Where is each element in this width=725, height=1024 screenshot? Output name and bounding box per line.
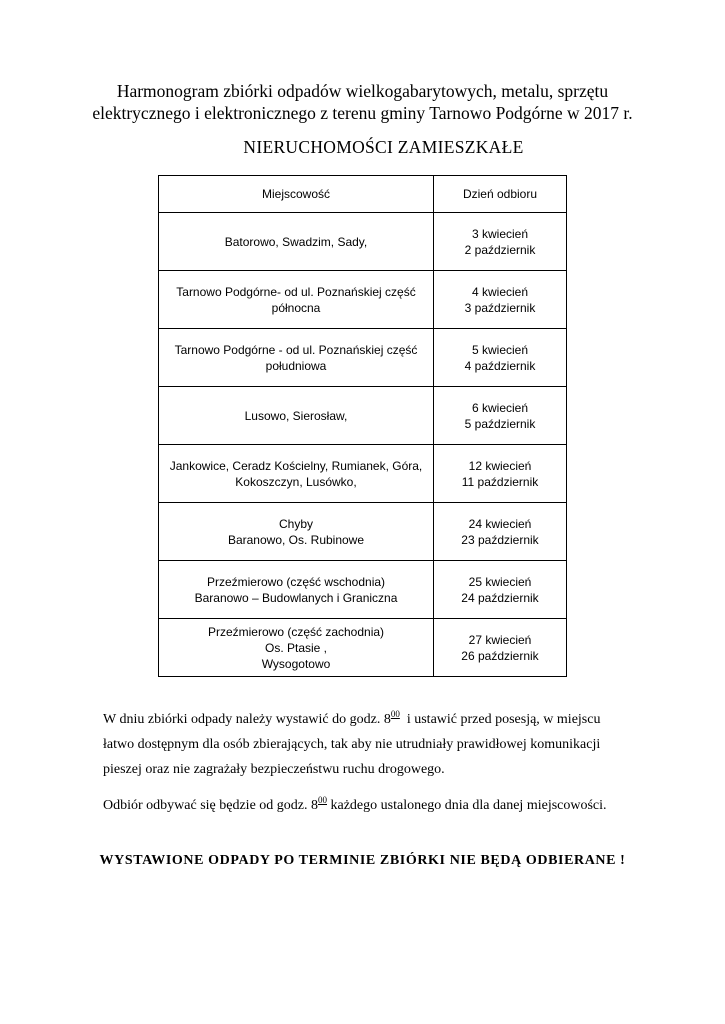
instructions-text-a: W dniu zbiórki odpady należy wystawić do godz. 8: [103, 712, 391, 727]
table-row: [159, 213, 567, 271]
pickup-date: 25 kwiecień: [468, 574, 532, 589]
location-line: Lusowo, Sierosław,: [244, 408, 348, 423]
pickup-time-superscript: 00: [318, 795, 327, 805]
location-line: Chyby: [278, 516, 313, 531]
table-row: [159, 619, 567, 677]
pickup-date-cell: [434, 271, 567, 329]
section-subtitle: NIERUCHOMOŚCI ZAMIESZKAŁE: [243, 137, 524, 157]
location-line: Wysogotowo: [261, 656, 331, 671]
table-row: [159, 271, 567, 329]
pickup-date: 24 kwiecień: [468, 516, 532, 531]
location-cell: [159, 387, 434, 445]
pickup-date-cell: [434, 329, 567, 387]
location-cell: [159, 503, 434, 561]
table-row: [159, 445, 567, 503]
instructions-text-b: i ustawić przed posesją, w miejscu: [399, 712, 601, 727]
schedule-table: [158, 175, 567, 677]
pickup-text-a: Odbiór odbywać się będzie od godz. 8: [103, 798, 318, 813]
location-line: Przeźmierowo (część zachodnia): [207, 624, 385, 639]
pickup-date: 3 październik: [464, 300, 536, 315]
pickup-date: 4 kwiecień: [471, 284, 529, 299]
pickup-date: 12 kwiecień: [468, 458, 532, 473]
location-line: południowa: [265, 358, 327, 373]
location-line: Przeźmierowo (część wschodnia): [206, 574, 386, 589]
pickup-date: 24 październik: [461, 590, 539, 605]
instructions-line-1: [103, 702, 643, 732]
pickup-date: 27 kwiecień: [468, 632, 532, 647]
pickup-date-cell: [434, 503, 567, 561]
instructions-line-2: łatwo dostępnym dla osób zbierających, tak aby nie utrudniały prawidłowej komunikacji: [103, 737, 601, 752]
document-title: [0, 80, 725, 124]
pickup-date: 26 październik: [461, 648, 539, 663]
location-cell: [159, 445, 434, 503]
schedule-body: [159, 213, 567, 677]
location-cell: [159, 561, 434, 619]
location-line: Tarnowo Podgórne - od ul. Poznańskiej część: [174, 342, 418, 357]
table-header-row: [159, 176, 567, 213]
pickup-date-cell: [434, 387, 567, 445]
location-line: Tarnowo Podgórne- od ul. Poznańskiej część: [176, 284, 416, 299]
location-cell: [159, 329, 434, 387]
pickup-date: 5 październik: [464, 416, 536, 431]
pickup-date: 4 październik: [464, 358, 536, 373]
instructions-paragraph: [103, 702, 643, 782]
title-line-2: elektrycznego i elektronicznego z terenu gminy Tarnowo Podgórne w 2017 r.: [92, 103, 633, 123]
pickup-date-cell: [434, 213, 567, 271]
pickup-date: 2 październik: [464, 242, 536, 257]
header-location: Miejscowość: [159, 176, 434, 213]
location-line: Os. Ptasie ,: [264, 640, 328, 655]
warning-notice: WYSTAWIONE ODPADY PO TERMINIE ZBIÓRKI NIE BĘDĄ ODBIERANE !: [99, 853, 626, 868]
location-line: Baranowo – Budowlanych i Graniczna: [194, 590, 398, 605]
location-cell: [159, 619, 434, 677]
location-line: Kokoszczyn, Lusówko,: [235, 474, 357, 489]
location-cell: [159, 213, 434, 271]
pickup-text-b: każdego ustalonego dnia dla danej miejscowości.: [327, 798, 607, 813]
title-line-1: Harmonogram zbiórki odpadów wielkogabarytowych, metalu, sprzętu: [116, 81, 609, 101]
pickup-date: 23 październik: [461, 532, 539, 547]
location-line: Batorowo, Swadzim, Sady,: [224, 234, 368, 249]
location-line: Jankowice, Ceradz Kościelny, Rumianek, Góra,: [169, 458, 423, 473]
pickup-date-cell: [434, 619, 567, 677]
pickup-date: 6 kwiecień: [471, 400, 529, 415]
pickup-date-cell: [434, 561, 567, 619]
pickup-date: 3 kwiecień: [471, 226, 529, 241]
instructions-line-3: pieszej oraz nie zagrażały bezpieczeństwu ruchu drogowego.: [103, 762, 445, 777]
table-row: [159, 503, 567, 561]
pickup-date: 11 październik: [461, 474, 539, 489]
pickup-time-paragraph: [103, 788, 643, 818]
pickup-date-cell: [434, 445, 567, 503]
pickup-date: 5 kwiecień: [471, 342, 529, 357]
table-row: [159, 329, 567, 387]
location-line: Baranowo, Os. Rubinowe: [227, 532, 365, 547]
time-superscript: 00: [390, 709, 400, 719]
location-line: północna: [271, 300, 321, 315]
location-cell: [159, 271, 434, 329]
table-row: [159, 561, 567, 619]
header-pickup-day: Dzień odbioru: [434, 176, 567, 213]
table-row: [159, 387, 567, 445]
